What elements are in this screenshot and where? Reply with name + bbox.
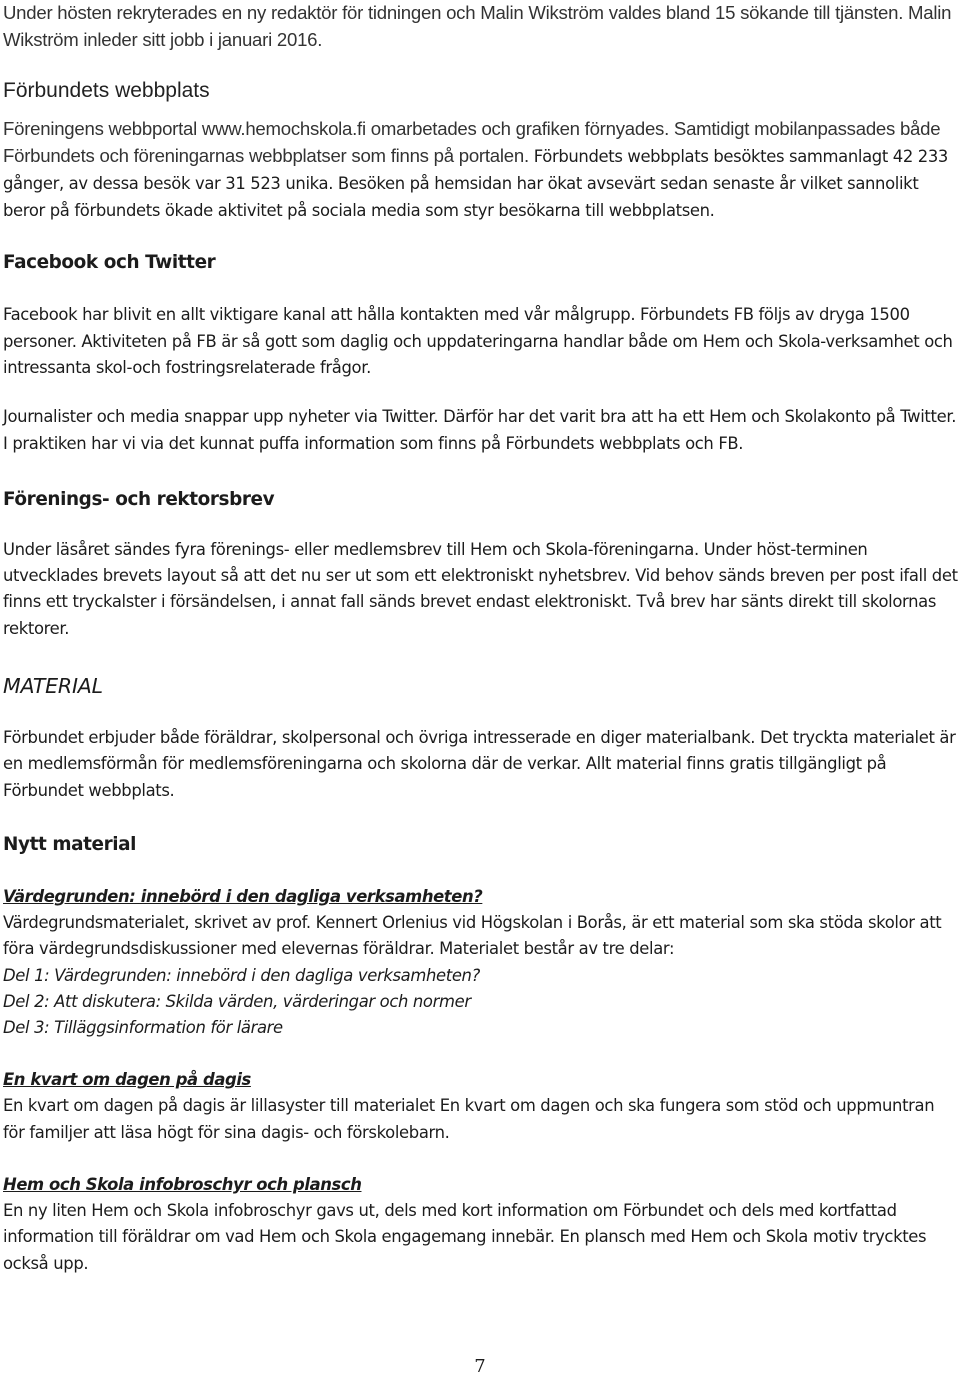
item-kvart-title: En kvart om dagen på dagis xyxy=(3,1070,251,1090)
vardegrunden-part-3: Del 3: Tilläggsinformation för lärare xyxy=(3,1018,283,1038)
page-number: 7 xyxy=(474,1356,486,1377)
brev-paragraph: Under läsåret sändes fyra förenings- eller medlemsbrev till Hem och Skola-föreningarna. Under höst-terminen utvecklades brevets layout så att det nu ser ut som ett elektroniskt nyhetsbrev. Vid behov sänds breven per post ifall det finns ett tryckalster i försändelsen, i annat fall sänds brevet endast elektroniskt. Två brev har sänts direkt till skolornas rektorer. xyxy=(3,539,958,638)
heading-facebook-och-twitter: Facebook och Twitter xyxy=(3,252,216,274)
facebook-paragraph: Facebook har blivit en allt viktigare kanal att hålla kontakten med vår målgrupp. Förbundets FB följs av dryga 1500 personer. Aktiviteten på FB är så gott som daglig och uppdateringarna handlar både om Hem och Skola-verksamhet och intressanta skol-och fostringsrelaterade frågor. xyxy=(3,305,953,377)
item-vardegrunden-text: Värdegrundsmaterialet, skrivet av prof. Kennert Orlenius vid Högskolan i Borås, är ett material som ska stöda skolor att föra värdegrundsdiskussioner med elevernas föräldrar. Materialet består av tre delar: xyxy=(3,912,942,959)
item-infobroschyr-text: En ny liten Hem och Skola infobroschyr gavs ut, dels med kort information om Förbundet och dels med kortfattad information till föräldrar om vad Hem och Skola engagemang innebär. En plansch med Hem och Skola motiv trycktes också upp. xyxy=(3,1201,927,1273)
webbplats-paragraph xyxy=(3,116,958,224)
document-page xyxy=(3,0,958,1277)
item-vardegrunden-title: Värdegrunden: innebörd i den dagliga verksamheten? xyxy=(3,886,483,906)
webbplats-paragraph-part2: Förbundets webbplats besöktes sammanlagt 42 233 gånger, av dessa besök var 31 523 unika. Besöken på hemsidan har ökat avsevärt sedan senaste år vilket sannolikt beror på förbundets ökade aktivitet på sociala media som styr besökarna till webbplatsen. xyxy=(3,146,949,221)
vardegrunden-part-1: Del 1: Värdegrunden: innebörd i den dagliga verksamheten? xyxy=(3,965,480,985)
vardegrunden-part-2: Del 2: Att diskutera: Skilda värden, värderingar och normer xyxy=(3,991,471,1011)
twitter-paragraph: Journalister och media snappar upp nyheter via Twitter. Därför har det varit bra att ha ett Hem och Skolakonto på Twitter. I praktiken har vi via det kunnat puffa information som finns på Förbundets webbplats och FB. xyxy=(3,407,957,453)
heading-material: MATERIAL xyxy=(3,674,103,699)
heading-forenings-och-rektorsbrev: Förenings- och rektorsbrev xyxy=(3,488,275,510)
heading-forbundets-webbplats: Förbundets webbplats xyxy=(3,79,210,102)
material-paragraph: Förbundet erbjuder både föräldrar, skolpersonal och övriga intresserade en diger materialbank. Det tryckta materialet är en medlemsförmån för medlemsföreningarna och skolorna där de verkar. Allt material finns gratis tillgängligt på Förbundet webbplats. xyxy=(3,728,956,800)
intro-paragraph: Under hösten rekryterades en ny redaktör för tidningen och Malin Wikström valdes bland 15 sökande till tjänsten. Malin Wikström inleder sitt jobb i januari 2016. xyxy=(3,2,952,50)
item-kvart-text: En kvart om dagen på dagis är lillasyster till materialet En kvart om dagen och ska fungera som stöd och uppmuntran för familjer att läsa högt för sina dagis- och förskolebarn. xyxy=(3,1096,935,1142)
heading-nytt-material: Nytt material xyxy=(3,833,137,855)
webbplats-paragraph-part1: Föreningens webbportal www.hemochskola.fi omarbetades och grafiken förnyades. Samtidigt mobilanpassades både Förbundets och föreningarnas webbplatser som finns på portalen. xyxy=(3,118,941,166)
item-infobroschyr-title: Hem och Skola infobroschyr och plansch xyxy=(3,1175,362,1195)
